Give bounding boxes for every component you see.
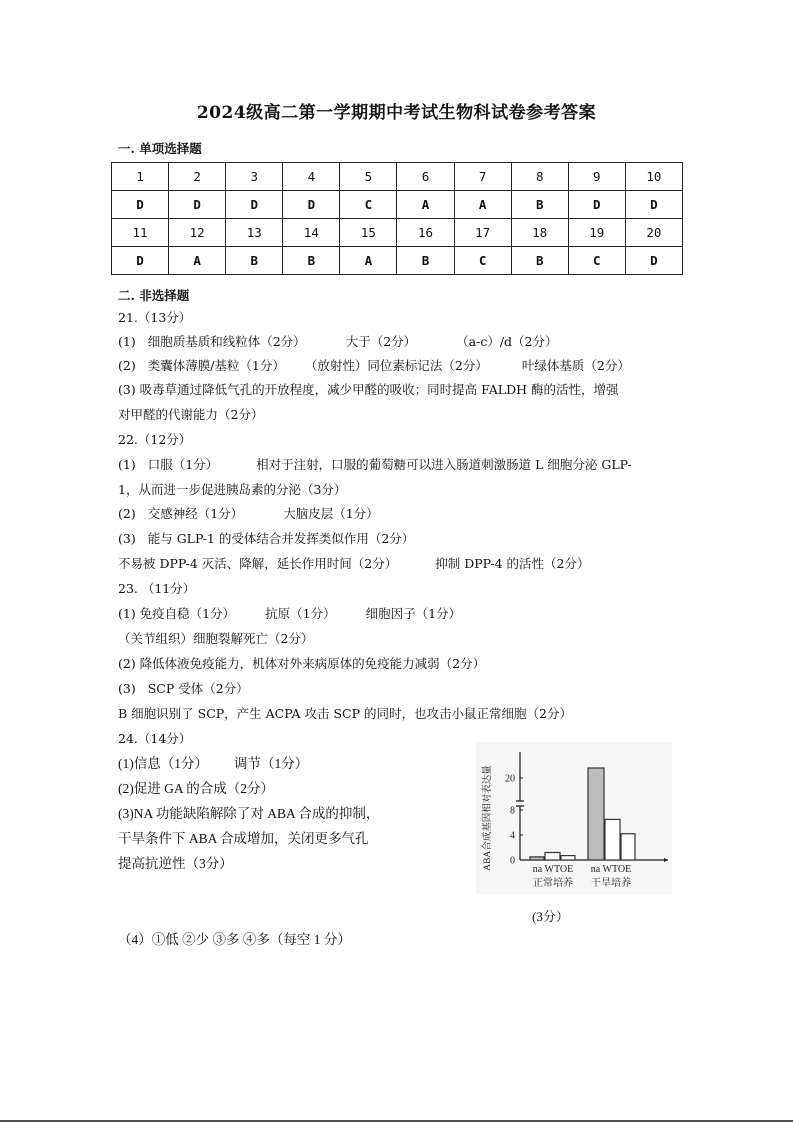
answer-cell: A <box>340 247 397 275</box>
x-group-label: 干旱培养 <box>591 878 631 889</box>
bar <box>588 768 604 860</box>
q23-p3-a: SCP 受体（2分） <box>147 681 249 696</box>
answer-cell: D <box>169 191 226 219</box>
question-number-cell: 4 <box>283 163 340 191</box>
q23-part4: B 细胞识别了 SCP，产生 ACPA 攻击 SCP 的同时，也攻击小鼠正常细胞（2分） <box>118 706 572 721</box>
question-number-cell: 18 <box>511 219 568 247</box>
q23-part1 <box>118 606 461 622</box>
section-heading-choice: 一. 单项选择题 <box>118 141 202 156</box>
q22-part4 <box>118 556 590 572</box>
q21-part3-line1: (3) 吸毒草通过降低气孔的开放程度，减少甲醛的吸收；同时提高 FALDH 酶的活性，增强 <box>118 382 619 397</box>
answer-cell: D <box>568 191 625 219</box>
bar <box>530 857 544 860</box>
bar <box>605 819 620 860</box>
q22-part1-line2: 1，从而进一步促进胰岛素的分泌（3分） <box>118 482 347 497</box>
q23-p3-num: (3) <box>118 681 136 696</box>
q22-p2-a: 交感神经（1分） <box>147 506 244 521</box>
q21-part1 <box>118 334 557 350</box>
question-number-cell: 19 <box>568 219 625 247</box>
question-number-cell: 16 <box>397 219 454 247</box>
q21-p1-num: (1) <box>118 334 136 349</box>
section-heading-nonchoice: 二. 非选择题 <box>118 288 190 303</box>
q24-part2: (2)促进 GA 的合成（2分） <box>118 781 274 796</box>
answer-cell: D <box>625 191 682 219</box>
q22-p1-num: (1) <box>118 457 136 472</box>
q21-p1-c: （a-c）/d（2分） <box>456 334 558 349</box>
q24-part4: （4）①低 ②少 ③多 ④多（每空 1 分） <box>118 932 351 947</box>
q22-header: 22.（12分） <box>118 432 192 447</box>
answer-table <box>111 162 683 275</box>
question-number-cell: 6 <box>397 163 454 191</box>
answer-cell: B <box>511 191 568 219</box>
q21-p2-a: 类囊体薄膜/基粒（1分） <box>147 358 285 373</box>
answer-row <box>112 191 683 219</box>
q21-p2-b: （放射性）同位素标记法（2分） <box>304 358 488 373</box>
answer-cell: A <box>454 191 511 219</box>
q21-p2-num: (2) <box>118 358 136 373</box>
chart-svg <box>476 742 672 894</box>
answer-cell: A <box>397 191 454 219</box>
q24-part3-line1: (3)NA 功能缺陷解除了对 ABA 合成的抑制， <box>118 806 380 821</box>
q23-part1-line2: （关节组织）细胞裂解死亡（2分） <box>118 631 314 646</box>
bar <box>561 856 575 860</box>
q21-p2-c: 叶绿体基质（2分） <box>521 358 630 373</box>
aba-expression-chart <box>476 742 672 894</box>
q23-part3 <box>118 681 249 697</box>
answer-cell: D <box>625 247 682 275</box>
q22-part2 <box>118 506 379 522</box>
x-category-labels: na WTOE <box>590 864 632 875</box>
q24-chart-score: (3分） <box>532 909 569 924</box>
question-number-cell: 11 <box>112 219 169 247</box>
q22-p3-a: 能与 GLP-1 的受体结合并发挥类似作用（2分） <box>147 531 415 546</box>
question-number-cell: 20 <box>625 219 682 247</box>
q23-p1-a: (1) 免疫自稳（1分） <box>118 606 236 621</box>
x-group-label: 正常培养 <box>533 878 573 889</box>
y-tick-label: 4 <box>510 830 515 842</box>
page-title: 2024级高二第一学期期中考试生物科试卷参考答案 <box>196 103 597 123</box>
question-number-row <box>112 163 683 191</box>
q22-p4-b: 抑制 DPP-4 的活性（2分） <box>435 556 590 571</box>
q22-p2-num: (2) <box>118 506 136 521</box>
question-number-cell: 1 <box>112 163 169 191</box>
q24-part3-line2: 干旱条件下 ABA 合成增加，关闭更多气孔 <box>118 831 369 846</box>
q22-p1-a: 口服（1分） <box>147 457 219 472</box>
question-number-cell: 9 <box>568 163 625 191</box>
bar <box>621 834 635 860</box>
answer-cell: D <box>112 191 169 219</box>
question-number-row <box>112 219 683 247</box>
y-tick-label: 8 <box>510 805 515 817</box>
q24-p1-a: (1)信息（1分） <box>118 756 208 771</box>
q21-header: 21.（13分） <box>118 310 192 325</box>
answer-cell: B <box>397 247 454 275</box>
q21-part2 <box>118 358 630 374</box>
q24-part1 <box>118 756 308 772</box>
question-number-cell: 2 <box>169 163 226 191</box>
q22-p4-a: 不易被 DPP-4 灭活、降解，延长作用时间（2分） <box>118 556 398 571</box>
question-number-cell: 7 <box>454 163 511 191</box>
q24-part3-line3: 提高抗逆性（3分） <box>118 856 233 871</box>
question-number-cell: 15 <box>340 219 397 247</box>
answer-cell: C <box>454 247 511 275</box>
q23-part2: (2) 降低体液免疫能力，机体对外来病原体的免疫能力减弱（2分） <box>118 656 486 671</box>
bar <box>545 853 560 861</box>
chart-ylabel: ABA合成基因相对表达量 <box>483 765 493 871</box>
q24-p1-b: 调节（1分） <box>234 756 309 771</box>
y-tick-label: 0 <box>510 855 515 867</box>
question-number-cell: 10 <box>625 163 682 191</box>
q22-part1-line1 <box>118 457 632 473</box>
x-category-labels: na WTOE <box>532 864 574 875</box>
q21-p1-a: 细胞质基质和线粒体（2分） <box>147 334 306 349</box>
y-tick-label: 20 <box>505 773 515 785</box>
question-number-cell: 8 <box>511 163 568 191</box>
q23-header: 23. （11分） <box>118 581 196 596</box>
answer-cell: D <box>112 247 169 275</box>
answer-row <box>112 247 683 275</box>
question-number-cell: 3 <box>226 163 283 191</box>
q22-part3 <box>118 531 414 547</box>
question-number-cell: 14 <box>283 219 340 247</box>
q22-p3-num: (3) <box>118 531 136 546</box>
q24-header: 24.（14分） <box>118 731 192 746</box>
answer-cell: D <box>283 191 340 219</box>
answer-cell: C <box>568 247 625 275</box>
question-number-cell: 13 <box>226 219 283 247</box>
answer-cell: B <box>226 247 283 275</box>
q22-p2-b: 大脑皮层（1分） <box>283 506 379 521</box>
q21-part3-line2: 对甲醛的代谢能力（2分） <box>118 407 264 422</box>
x-axis-arrow <box>664 858 668 862</box>
q21-p1-b: 大于（2分） <box>345 334 417 349</box>
question-number-cell: 12 <box>169 219 226 247</box>
question-number-cell: 17 <box>454 219 511 247</box>
answer-cell: A <box>169 247 226 275</box>
q23-p1-c: 细胞因子（1分） <box>365 606 462 621</box>
q23-p1-b: 抗原（1分） <box>265 606 336 621</box>
question-number-cell: 5 <box>340 163 397 191</box>
q22-p1-b: 相对于注射，口服的葡萄糖可以进入肠道刺激肠道 L 细胞分泌 GLP- <box>256 457 632 472</box>
answer-cell: C <box>340 191 397 219</box>
answer-cell: D <box>226 191 283 219</box>
answer-cell: B <box>511 247 568 275</box>
answer-cell: B <box>283 247 340 275</box>
